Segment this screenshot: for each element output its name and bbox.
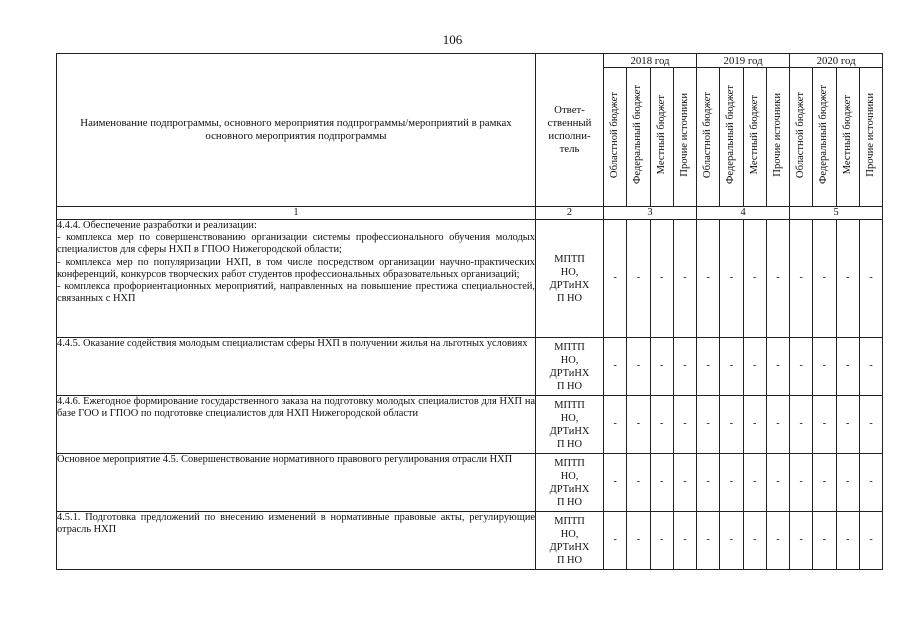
- row-value-cell: -: [743, 338, 766, 396]
- row-value-cell: -: [650, 396, 673, 454]
- row-value-cell: -: [720, 220, 743, 338]
- row-value-cell: -: [790, 396, 813, 454]
- row-value-cell: -: [836, 454, 859, 512]
- row-responsible-text: МПТП НО, ДРТиНХ П НО: [549, 399, 590, 450]
- header-subcolumn-label: Областной бюджет: [702, 91, 714, 178]
- row-responsible-text: МПТП НО, ДРТиНХ П НО: [549, 341, 590, 392]
- row-value-cell: -: [673, 512, 696, 570]
- row-value-cell: -: [697, 454, 720, 512]
- row-value-cell: -: [650, 220, 673, 338]
- row-name-cell: [57, 396, 536, 454]
- column-numbers-row: [57, 207, 883, 220]
- row-value-cell: -: [743, 512, 766, 570]
- table-row: [57, 454, 883, 512]
- col-number: 2: [536, 207, 604, 220]
- row-value-cell: -: [766, 512, 789, 570]
- header-subcolumn-label: Федеральный бюджет: [632, 85, 644, 185]
- row-value-cell: -: [859, 396, 882, 454]
- header-year-2019: 2019 год: [697, 54, 790, 68]
- row-responsible-text: МПТП НО, ДРТиНХ П НО: [549, 515, 590, 566]
- row-name-cell: [57, 220, 536, 338]
- header-subcolumn: [697, 68, 720, 207]
- header-subcolumn-label: Прочие источники: [678, 93, 690, 177]
- header-subcolumn-label: Местный бюджет: [655, 95, 667, 175]
- row-value-cell: -: [604, 396, 627, 454]
- header-subcolumn: [627, 68, 650, 207]
- row-value-cell: -: [859, 220, 882, 338]
- row-value-cell: -: [813, 454, 836, 512]
- header-subcolumn-label: Прочие источники: [864, 93, 876, 177]
- row-value-cell: -: [859, 512, 882, 570]
- row-value-cell: -: [836, 396, 859, 454]
- row-value-cell: -: [836, 338, 859, 396]
- row-value-cell: -: [697, 396, 720, 454]
- row-value-cell: -: [743, 454, 766, 512]
- row-value-cell: -: [673, 454, 696, 512]
- row-value-cell: -: [766, 220, 789, 338]
- table-row: [57, 512, 883, 570]
- header-subcolumn: [859, 68, 882, 207]
- row-value-cell: -: [720, 512, 743, 570]
- header-subcolumn-label: Федеральный бюджет: [818, 85, 830, 185]
- row-value-cell: -: [790, 338, 813, 396]
- header-subcolumn: [673, 68, 696, 207]
- row-value-cell: -: [627, 454, 650, 512]
- header-subcolumn-label: Местный бюджет: [748, 95, 760, 175]
- col-number: 5: [790, 207, 883, 220]
- header-subcolumn: [813, 68, 836, 207]
- header-year-2018: 2018 год: [604, 54, 697, 68]
- row-value-cell: -: [720, 338, 743, 396]
- row-name-line: - комплекса мер по совершенствованию организации системы профессионального обучения молодых специалистов для сферы НХП в ГПОО Нижегородской области;: [57, 232, 535, 256]
- table-row: [57, 220, 883, 338]
- row-value-cell: -: [627, 338, 650, 396]
- row-value-cell: -: [790, 454, 813, 512]
- row-responsible-cell: [536, 220, 604, 338]
- row-value-cell: -: [673, 220, 696, 338]
- row-value-cell: -: [604, 220, 627, 338]
- row-value-cell: -: [790, 220, 813, 338]
- row-value-cell: -: [766, 396, 789, 454]
- row-value-cell: -: [697, 338, 720, 396]
- header-responsible-text: Ответ- ственный исполни- тель: [547, 104, 592, 155]
- row-value-cell: -: [813, 338, 836, 396]
- row-value-cell: -: [859, 454, 882, 512]
- row-value-cell: -: [790, 512, 813, 570]
- table-row: [57, 396, 883, 454]
- row-value-cell: -: [650, 338, 673, 396]
- header-subcolumn-label: Областной бюджет: [795, 91, 807, 178]
- header-responsible-column: [536, 54, 604, 207]
- row-value-cell: -: [604, 512, 627, 570]
- row-value-cell: -: [627, 512, 650, 570]
- row-name-line: - комплекса профориентационных мероприятий, направленных на повышение престижа специальностей, связанных с НХП: [57, 281, 535, 305]
- col-number: 3: [604, 207, 697, 220]
- header-subcolumn: [790, 68, 813, 207]
- row-value-cell: -: [836, 512, 859, 570]
- row-responsible-cell: [536, 512, 604, 570]
- page-number: 106: [442, 32, 463, 47]
- row-value-cell: -: [697, 220, 720, 338]
- header-subcolumn-label: Прочие источники: [771, 93, 783, 177]
- row-value-cell: -: [673, 338, 696, 396]
- row-value-cell: -: [813, 396, 836, 454]
- header-subcolumn-label: Федеральный бюджет: [725, 85, 737, 185]
- row-name-line: - комплекса мер по популяризации НХП, в том числе посредством организации научно-практических конференций, конкурсов творческих работ студентов профессиональных образовательных организаций;: [57, 256, 535, 280]
- header-subcolumn: [720, 68, 743, 207]
- row-value-cell: -: [836, 220, 859, 338]
- row-value-cell: -: [650, 512, 673, 570]
- row-name-cell: [57, 454, 536, 512]
- row-responsible-text: МПТП НО, ДРТиНХ П НО: [549, 457, 590, 508]
- row-value-cell: -: [604, 454, 627, 512]
- header-subcolumn: [604, 68, 627, 207]
- program-table: [56, 53, 883, 570]
- row-name-line: Основное мероприятие 4.5. Совершенствование нормативного правового регулирования отрасли НХП: [57, 454, 513, 465]
- header-subcolumn-label: Областной бюджет: [609, 91, 621, 178]
- header-name-column: Наименование подпрограммы, основного мероприятия подпрограммы/мероприятий в рамках основного мероприятия подпрограммы: [57, 54, 536, 207]
- row-value-cell: -: [766, 338, 789, 396]
- row-name-cell: [57, 512, 536, 570]
- row-name-line: 4.5.1. Подготовка предложений по внесению изменений в нормативные правовые акты, регулирующие отрасль НХП: [57, 512, 535, 536]
- row-responsible-cell: [536, 338, 604, 396]
- header-year-2020: 2020 год: [790, 54, 883, 68]
- header-subcolumn-label: Местный бюджет: [841, 95, 853, 175]
- row-value-cell: -: [604, 338, 627, 396]
- header-subcolumn: [650, 68, 673, 207]
- row-value-cell: -: [859, 338, 882, 396]
- row-value-cell: -: [673, 396, 696, 454]
- row-name-line: 4.4.6. Ежегодное формирование государственного заказа на подготовку молодых специалистов для НХП на базе ГОО и ГПОО по подготовке специалистов для НХП Нижегородской области: [57, 396, 535, 420]
- header-subcolumn: [836, 68, 859, 207]
- table-row: [57, 338, 883, 396]
- row-value-cell: -: [743, 220, 766, 338]
- row-value-cell: -: [697, 512, 720, 570]
- row-value-cell: -: [743, 396, 766, 454]
- header-subcolumn: [766, 68, 789, 207]
- table-body: [57, 220, 883, 570]
- row-responsible-cell: [536, 396, 604, 454]
- row-responsible-cell: [536, 454, 604, 512]
- row-value-cell: -: [627, 396, 650, 454]
- row-value-cell: -: [813, 512, 836, 570]
- row-value-cell: -: [650, 454, 673, 512]
- row-value-cell: -: [813, 220, 836, 338]
- row-responsible-text: МПТП НО, ДРТиНХ П НО: [549, 253, 590, 304]
- row-value-cell: -: [720, 454, 743, 512]
- row-value-cell: -: [627, 220, 650, 338]
- row-value-cell: -: [766, 454, 789, 512]
- row-name-line: 4.4.4. Обеспечение разработки и реализации:: [57, 220, 257, 231]
- row-name-line: 4.4.5. Оказание содействия молодым специалистам сферы НХП в получении жилья на льготных условиях: [57, 338, 528, 349]
- col-number: 4: [697, 207, 790, 220]
- col-number: 1: [57, 207, 536, 220]
- row-name-cell: [57, 338, 536, 396]
- row-value-cell: -: [720, 396, 743, 454]
- header-subcolumn: [743, 68, 766, 207]
